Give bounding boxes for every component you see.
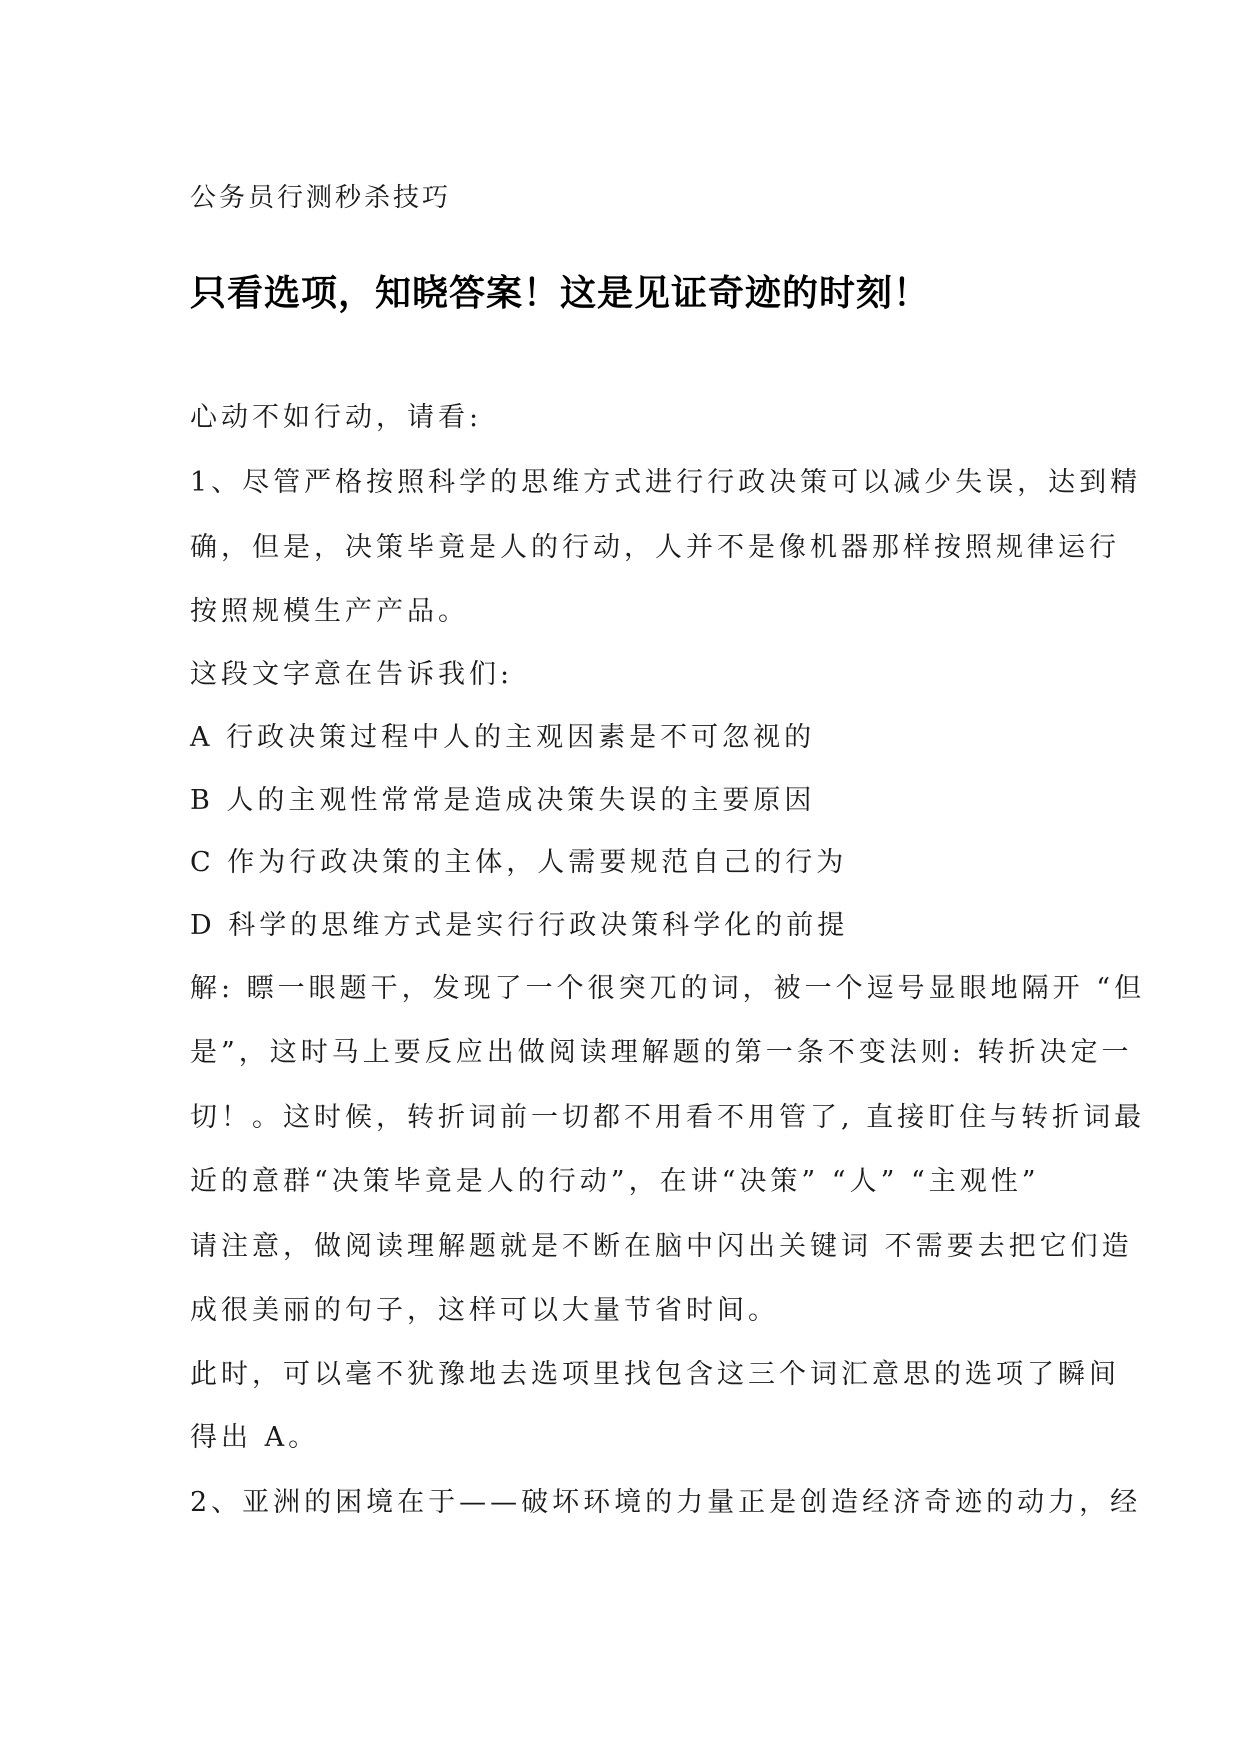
- option-d: D 科学的思维方式是实行行政决策科学化的前提: [190, 910, 849, 941]
- paragraph-line: 1、尽管严格按照科学的思维方式进行行政决策可以减少失误，达到精: [190, 467, 1142, 498]
- paragraph-line: 这段文字意在告诉我们:: [190, 659, 514, 690]
- paragraph-line: 得出 A。: [190, 1422, 320, 1453]
- paragraph-line: 解: 瞟一眼题干，发现了一个很突兀的词，被一个逗号显眼地隔开 “但: [190, 973, 1146, 1004]
- option-b: B 人的主观性常常是造成决策失误的主要原因: [190, 785, 816, 816]
- paragraph-line: 心动不如行动，请看:: [190, 402, 483, 433]
- paragraph-line: 2、亚洲的困境在于——破坏环境的力量正是创造经济奇迹的动力，经: [190, 1487, 1142, 1518]
- paragraph-line: 近的意群“决策毕竟是人的行动”，在讲“决策” “人” “主观性”: [190, 1166, 1040, 1197]
- paragraph-line: 成很美丽的句子，这样可以大量节省时间。: [190, 1295, 779, 1326]
- paragraph-line: 此时，可以毫不犹豫地去选项里找包含这三个词汇意思的选项了瞬间: [190, 1359, 1120, 1390]
- paragraph-line: 请注意，做阅读理解题就是不断在脑中闪出关键词 不需要去把它们造: [190, 1231, 1133, 1262]
- paragraph-line: 确，但是，决策毕竟是人的行动，人并不是像机器那样按照规律运行: [190, 532, 1120, 563]
- paragraph-line: 按照规模生产产品。: [190, 596, 469, 627]
- option-c: C 作为行政决策的主体，人需要规范自己的行为: [190, 847, 848, 878]
- document-title: 公务员行测秒杀技巧: [190, 183, 452, 213]
- paragraph-line: 是”，这时马上要反应出做阅读理解题的第一条不变法则: 转折决定一: [190, 1037, 1133, 1068]
- headline: 只看选项，知晓答案！这是见证奇迹的时刻！: [190, 272, 931, 314]
- option-a: A 行政决策过程中人的主观因素是不可忽视的: [190, 722, 816, 753]
- paragraph-line: 切！。这时候，转折词前一切都不用看不用管了, 直接盯住与转折词最: [190, 1102, 1146, 1133]
